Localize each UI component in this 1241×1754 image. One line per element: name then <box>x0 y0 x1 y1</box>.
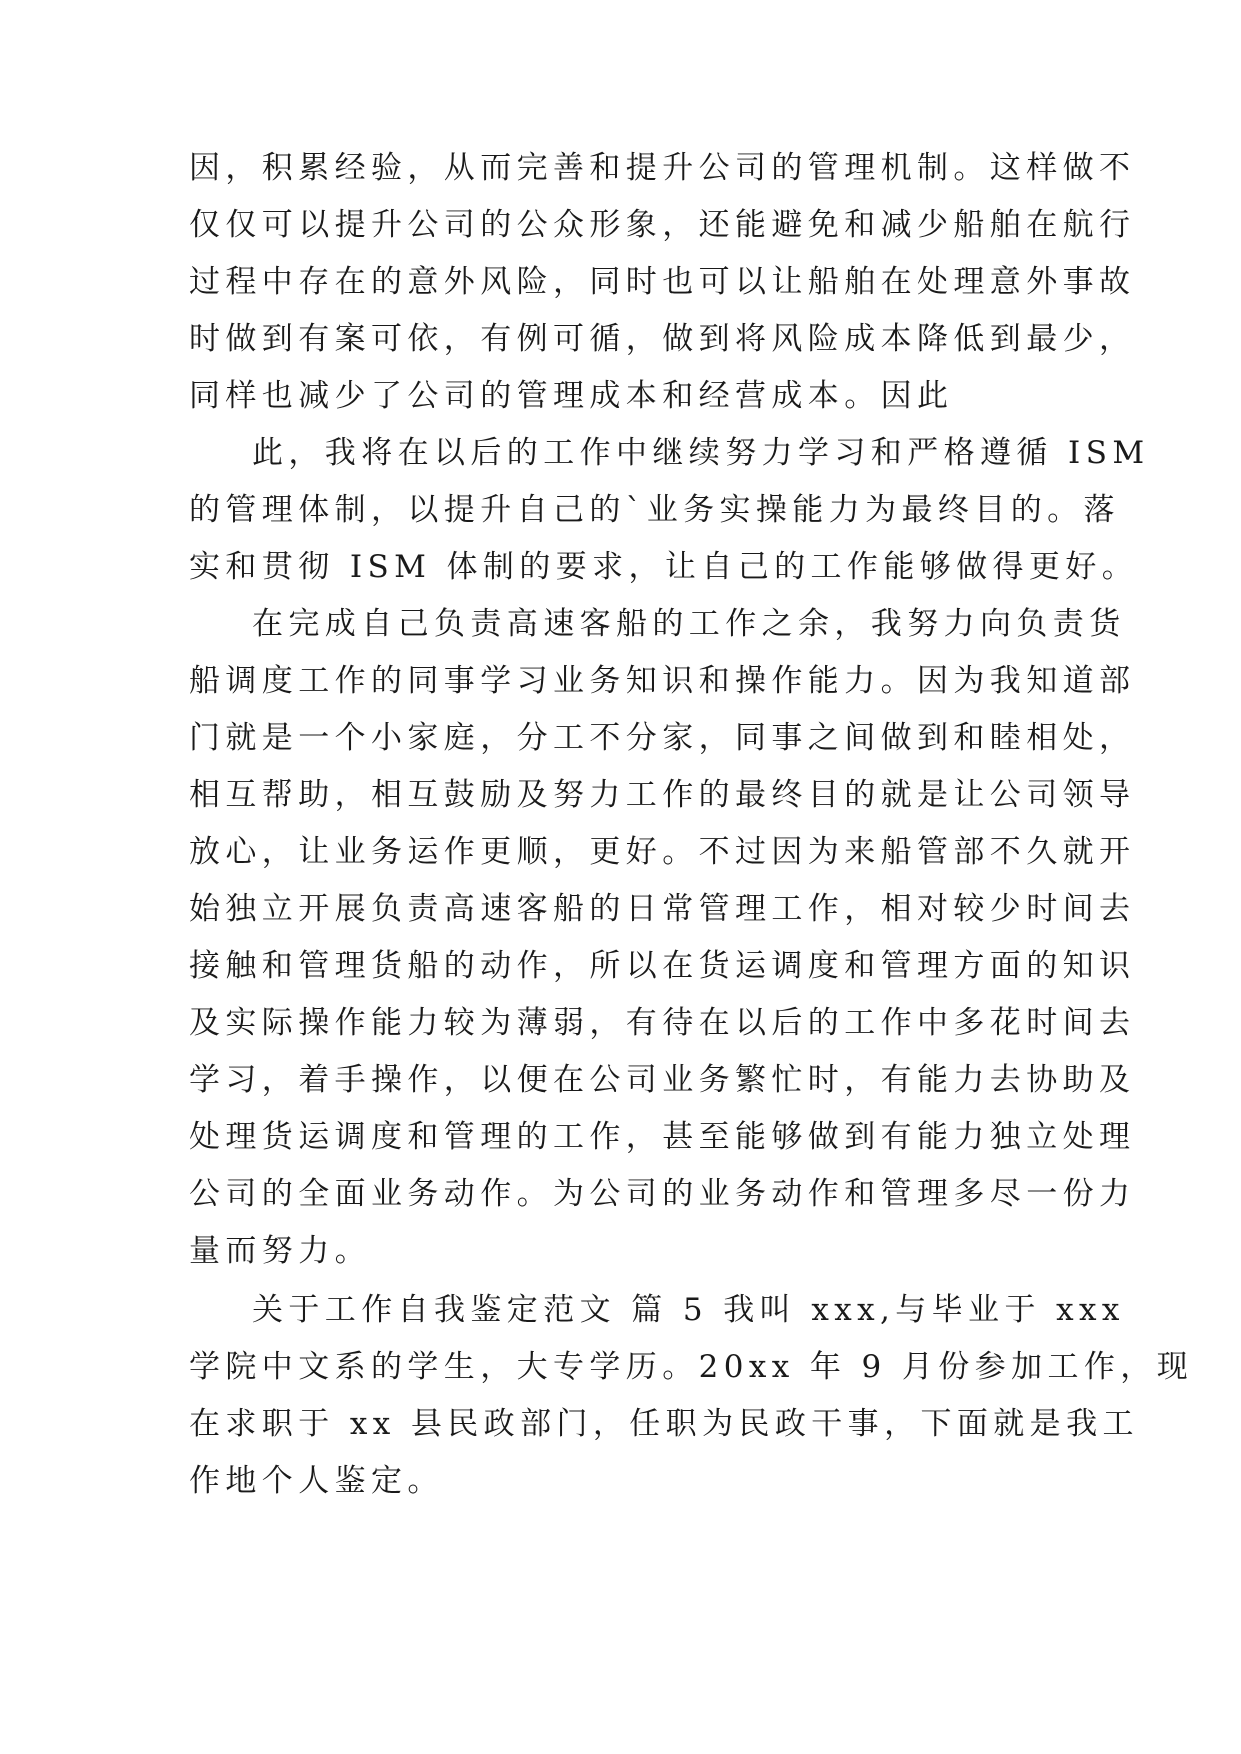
text-line: 在完成自己负责高速客船的工作之余，我努力向负责货 <box>252 606 1126 642</box>
text-line: 及实际操作能力较为薄弱，有待在以后的工作中多花时间去 <box>189 1005 1136 1041</box>
text-line: 此，我将在以后的工作中继续努力学习和严格遵循 ISM <box>252 435 1150 471</box>
text-line: 船调度工作的同事学习业务知识和操作能力。因为我知道部 <box>189 663 1136 699</box>
text-line: 接触和管理货船的动作，所以在货运调度和管理方面的知识 <box>189 948 1136 984</box>
text-line: 学院中文系的学生，大专学历。20xx 年 9 月份参加工作，现 <box>189 1349 1194 1385</box>
text-line: 始独立开展负责高速客船的日常管理工作，相对较少时间去 <box>189 891 1136 927</box>
text-line: 同样也减少了公司的管理成本和经营成本。因此 <box>189 378 954 414</box>
text-line: 时做到有案可依，有例可循，做到将风险成本降低到最少， <box>189 321 1136 357</box>
text-line: 作地个人鉴定。 <box>189 1463 444 1499</box>
text-line: 放心，让业务运作更顺，更好。不过因为来船管部不久就开 <box>189 834 1136 870</box>
text-line: 关于工作自我鉴定范文 篇 5 我叫 xxx,与毕业于 xxx <box>252 1292 1125 1328</box>
text-line: 量而努力。 <box>189 1233 371 1269</box>
text-line: 门就是一个小家庭，分工不分家，同事之间做到和睦相处， <box>189 720 1136 756</box>
text-line: 过程中存在的意外风险，同时也可以让船舶在处理意外事故 <box>189 264 1136 300</box>
text-line: 学习，着手操作，以便在公司业务繁忙时，有能力去协助及 <box>189 1062 1136 1098</box>
text-line: 仅仅可以提升公司的公众形象，还能避免和减少船舶在航行 <box>189 207 1136 243</box>
text-line: 因，积累经验，从而完善和提升公司的管理机制。这样做不 <box>189 150 1136 186</box>
text-line: 公司的全面业务动作。为公司的业务动作和管理多尽一份力 <box>189 1176 1136 1212</box>
text-line: 相互帮助，相互鼓励及努力工作的最终目的就是让公司领导 <box>189 777 1136 813</box>
text-line: 实和贯彻 ISM 体制的要求，让自己的工作能够做得更好。 <box>189 549 1139 585</box>
text-line: 的管理体制，以提升自己的`业务实操能力为最终目的。落 <box>189 492 1120 528</box>
text-line: 处理货运调度和管理的工作，甚至能够做到有能力独立处理 <box>189 1119 1136 1155</box>
text-line: 在求职于 xx 县民政部门，任职为民政干事，下面就是我工 <box>189 1406 1139 1442</box>
